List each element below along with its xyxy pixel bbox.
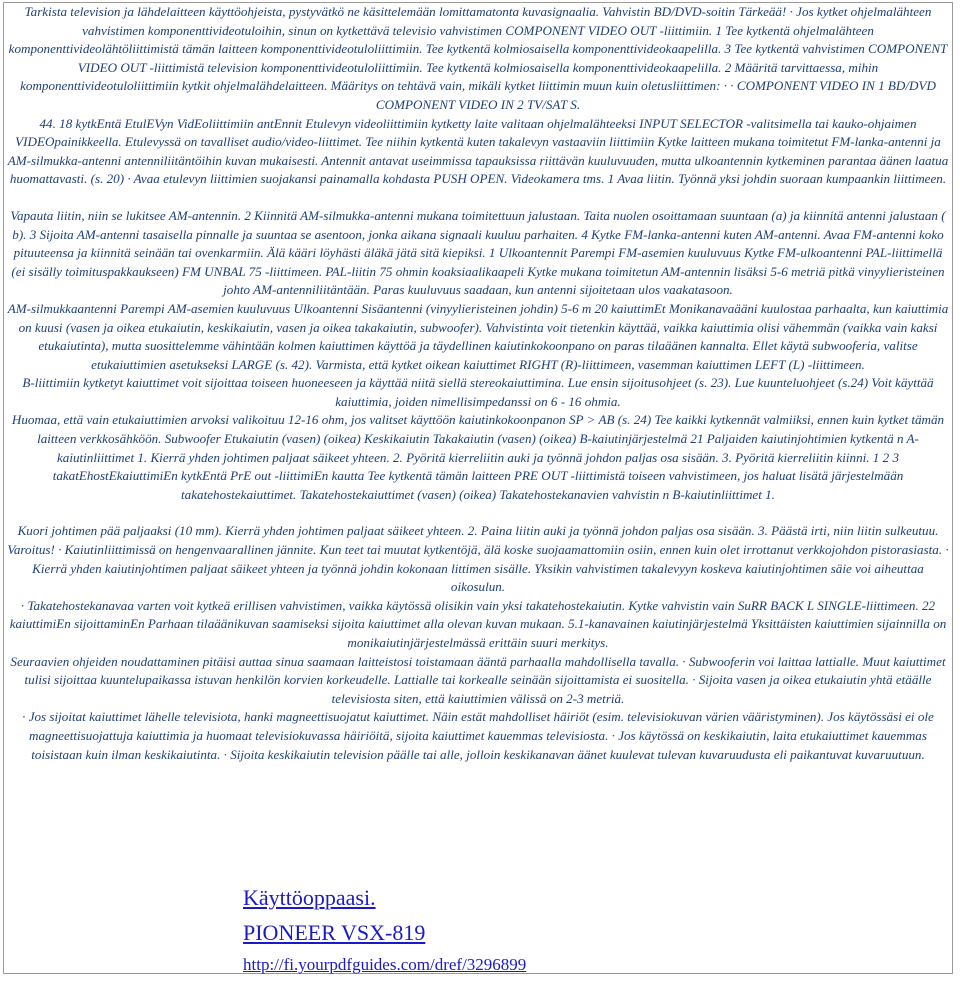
paragraph-speaker-wiring: Huomaa, että vain etukaiuttimien arvoksi valikoituu 12-16 ohm, jos valitset käyttöön kaiutinkokoonpanon SP > AB (s. 24) Tee kaikki kytkennät valmiiksi, ennen kuin kytket tämän laitteen verkkosähköön. Subwoofer Etukaiutin (vasen) (oikea) Keskikaiutin Takakaiutin (vasen) (oikea) B-kaiutinjärjestelmä 21 Paljaiden kaiutinjohtimien kytkentä n A-kaiutinliittimet 1. Kierrä yhden johtimen paljaat säikeet yhteen. 2. Pyöritä kierreliitin auki ja työnnä johdon paljas osa sisään. 3. Pyöritä kierreliitin kiinni. 1 2 3 takatEhostEkaiuttimiEn kytkEntä PrE out -liittimiEn kautta Tee kytkentä tämän laitteen PRE OUT -liittimistä toiseen vahvistimeen, jos haluat lisätä järjestelmään takatehostekaiuttimet. Takatehostekaiuttimet (vasen) (oikea) Takatehostekanavien vahvistin n B-kaiutinliittimet 1. [11, 412, 945, 502]
url-link[interactable]: http://fi.yourpdfguides.com/dref/3296899 [243, 955, 527, 974]
paragraph-am-fm-antenna: Vapauta liitin, niin se lukitsee AM-antennin. 2 Kiinnitä AM-silmukka-antenni mukana toimitettuun jalustaan. Taita nuolen osoittamaan suuntaan (a) ja kiinnitä antenni jalustaan ( b). 3 Sijoita AM-antenni tasaisella pinnalle ja suuntaa se asentoon, jonka aikana signaali kuuluu parhaiten. 4 Kytke FM-lanka-antenni kuten AM-antenni. Avaa FM-antenni koko pituuteensa ja kiinnitä seinään tai ovenkarmiin. Älä kääri löyhästi äläkä jätä sitä kiepiksi. 1 Ulkoantennit Parempi FM-asemien kuuluvuus Kytke FM-ulkoantenni PAL-liittimellä (ei sisälly toimituspakkaukseen) FM UNBAL 75 -liittimeen. PAL-liitin 75 ohmin koaksiaalikaapeli Kytke mukana toimitetun AM-antennin lisäksi 5-6 metriä pitkä vinyylieristeinen johto AM-antenniliitäntään. Paras kuuluvuus saadaan, kun antenni sijoitetaan ulos vaakatasoon. [10, 207, 946, 298]
paragraph-speakers: AM-silmukkaantenni Parempi AM-asemien kuuluvuus Ulkoantenni Sisäantenni (vinyylieristeinen johdin) 5-6 m 20 kaiuttimEt Monikanavaääni kuulostaa parhaalta, kun kaiuttimia on kuusi (vasen ja oikea etukaiutin, keskikaiutin, vasen ja oikea takakaiutin, subwoofer). Vahvistinta voit tietenkin käyttää, vaikka kaiuttimia olisi vähemmän (vaikka vain kaksi etukaiutinta), mutta suosittelemme vähintään kolmen kaiuttimen käyttöä ja täydellinen kaiutinkokoonpano on paras tilaäänen kannalta. Ellet käytä subwooferia, valitse etukaiuttimien asetukseksi LARGE (s. 42). Varmista, että kytket oikean kaiuttimet RIGHT (R)-liittimeen, vasemman kaiuttimen LEFT (L) -liittimeen. [7, 300, 949, 372]
paragraph-b-speakers: B-liittimiin kytketyt kaiuttimet voit sijoittaa toiseen huoneeseen ja käyttää niitä siellä stereokaiuttimina. Lue ensin sijoitusohjeet (s. 23). Lue kuunteluohjeet (s.24) Voit käyttää kaiuttimia, joiden nimellisimpedanssi on 6 - 16 ohmia. [22, 375, 934, 409]
paragraph-surround-back: · Takatehostekanavaa varten voit kytkeä erillisen vahvistimen, vaikka käytössä olisikin vain yksi takatehostekaiutin. Kytke vahvistin vain SuRR BACK L SINGLE-liittimeen. 22 kaiuttimiEn sijoittaminEn Parhaan tilaäänikuvan saamiseksi sijoita kaiuttimet alla olevan kuvan mukaan. 5.1-kanavainen kaiutinjärjestelmä Yksittäisten kaiuttimien sijainnilla on monikaiutinjärjestelmässä erittäin suuri merkitys. [9, 597, 947, 650]
manual-link[interactable]: Käyttöoppaasi. [243, 885, 376, 910]
paragraph-component-video: Tarkista television ja lähdelaitteen käyttöohjeista, pystyvätkö ne käsittelemään lomittamatonta kuvasignaalia. Vahvistin BD/DVD-soitin Tärkeää! · Jos kytket ohjelmalähteen vahvistimen komponenttivideotuloihin, sinun on kytkettävä televisio vahvistimen COMPONENT VIDEO OUT -liittimiin. 1 Tee kytkentä ohjelmalähteen komponenttivideolähtöliittimistä tämän laitteen komponenttivideotuloliittimiin. Tee kytkentä kolmiosaisella komponenttivideokaapelilla. 3 Tee kytkentä vahvistimen COMPONENT VIDEO OUT -liittimistä television komponenttivideotuloliittimiin. Tee kytkentä kolmiosaisella komponenttivideokaapelilla. 2 Määritä tarvittaessa, mihin komponenttivideotuloliittimiin kytkit ohjelmalähdelaitteen. Määritys on tehtävä vain, mikäli kytket liittimin muun kuin oletusliittimen: · · COMPONENT VIDEO IN 1 BD/DVD COMPONENT VIDEO IN 2 TV/SAT S. [8, 4, 948, 112]
model-link[interactable]: PIONEER VSX-819 [243, 920, 426, 945]
paragraph-placement: Seuraavien ohjeiden noudattaminen pitäisi auttaa sinua saamaan laitteistosi toistamaan ääntä parhaalla mahdollisella tavalla. · Subwooferin voi laittaa lattialle. Muut kaiuttimet tulisi sijoittaa kuuntelupaikassa istuvan henkilön korvien korkeudelle. Lattialle tai korkealle seinään sijoittamista ei suositella. · Sijoita vasen ja oikea etukaiutin yhtä etäälle televisiosta siten, että kaiuttimien välissä on 2-3 metriä. [10, 653, 946, 706]
manual-text [6, 3, 950, 764]
paragraph-wire-stripping: Kuori johtimen pää paljaaksi (10 mm). Kierrä yhden johtimen paljaat säikeet yhteen. 2. Paina liitin auki ja työnnä johdon paljas osa sisään. 3. Päästä irti, niin liitin sulkeutuu. Varoitus! · Kaiutinliittimissä on hengenvaarallinen jännite. Kun teet tai muutat kytkentöjä, älä koske suojaamattomiin osiin, ennen kuin olet irrottanut verkkojohdon pistorasiasta. · Kierrä yhden kaiutinjohtimen paljaat säikeet yhteen ja työnnä johdin kokonaan littimen sisälle. Yksikin vahvistimen takalevyyn koskeva kaiutinjohtimen säie voi aiheuttaa oikosulun. [7, 523, 949, 595]
paragraph-magnetic-shielding: · Jos sijoitat kaiuttimet lähelle televisiota, hanki magneettisuojatut kaiuttimet. Näin estät mahdolliset häiriöt (esim. televisiokuvan värien vääristyminen). Jos käytössäsi ei ole magneettisuojattuja kaiuttimia ja huomaat televisiokuvassa häiriöitä, sijoita kaiuttimet kauemmas televisiosta. · Jos käytössä on keskikaiutin, laita etukaiuttimet kauemmas toisistaan kuin ilman keskikaiutinta. · Sijoita keskikaiutin television päälle tai alle, jolloin keskikanavan äänet kuulevat tulevan kuvaruudusta eli paikantuvat kuvaruutuun. [22, 709, 934, 762]
paragraph-front-inputs-antennas: 44. 18 kytkEntä EtulEVyn VidEoliittimiin antEnnit Etulevyn videoliittimiin kytketty laite valitaan ohjelmalähteeksi INPUT SELECTOR -valitsimella tai kauko-ohjaimen VIDEOpainikkeella. Etulevyssä on tavalliset audio/video-liittimet. Tee niihin kytkentä kuten takalevyn vastaaviin liittimiin Kytke laitteen mukana toimitetut FM-lanka-antenni ja AM-silmukka-antenni antenniliitäntöihin kuvan mukaisesti. Antennit antavat useimmissa tapauksissa riittävän kuuluvuuden, mutta ulkoantennin kytkeminen parantaa äänen laatua huomattavasti. (s. 20) · Avaa etulevyn liittimien suojakansi painamalla kohdasta PUSH OPEN. Videokamera tms. 1 Avaa liitin. Työnnä yksi johdin suoraan kumpaankin liittimeen. [7, 115, 949, 187]
footer-links [243, 880, 526, 978]
